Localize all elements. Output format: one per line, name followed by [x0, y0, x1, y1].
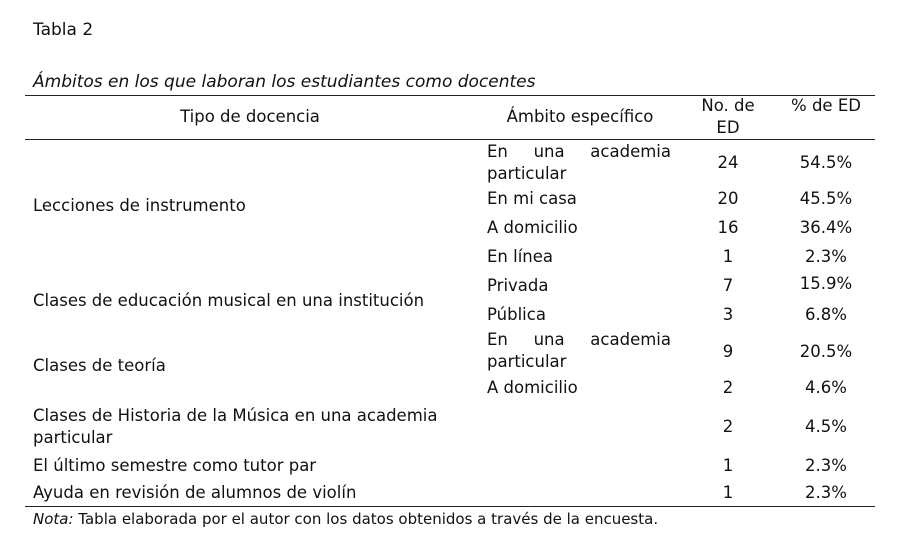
note-label: Nota: — [33, 510, 74, 528]
header-no-line1: No. de — [701, 96, 755, 115]
pct-cell: 2.3% — [805, 247, 847, 266]
pct-cell: 6.8% — [805, 305, 847, 324]
no-cell: 2 — [722, 378, 734, 397]
table-bottom-rule — [25, 506, 875, 507]
no-cell: 24 — [717, 153, 739, 172]
header-no-line2: ED — [716, 118, 740, 137]
ambito-cell: En mi casa — [487, 189, 577, 208]
no-cell: 2 — [722, 417, 734, 436]
header-pct: % de ED — [791, 96, 861, 115]
ambito-line-b: particular — [487, 352, 567, 371]
pct-cell: 4.5% — [805, 417, 847, 436]
ambito-cell: A domicilio — [487, 218, 578, 237]
ambito-word: academia — [590, 330, 671, 349]
group-label: Clases de Historia de la Música en una academia — [33, 406, 438, 425]
ambito-word: En — [487, 330, 508, 349]
ambito-cell: Pública — [487, 305, 546, 324]
group-label: Clases de educación musical en una institución — [33, 291, 425, 310]
no-cell: 20 — [717, 189, 739, 208]
header-rule — [25, 139, 875, 140]
pct-cell: 20.5% — [799, 342, 853, 361]
header-ambito: Ámbito específico — [506, 107, 654, 126]
pct-cell: 4.6% — [805, 378, 847, 397]
no-cell: 3 — [722, 305, 734, 324]
group-label: particular — [33, 428, 113, 447]
no-cell: 1 — [722, 247, 734, 266]
group-label: El último semestre como tutor par — [33, 456, 317, 475]
pct-cell: 45.5% — [799, 189, 853, 208]
group-label: Clases de teoría — [33, 356, 166, 375]
ambito-word: academia — [590, 142, 671, 161]
ambito-line-b: particular — [487, 164, 567, 183]
pct-cell: 54.5% — [799, 153, 853, 172]
ambito-line-a — [487, 141, 671, 163]
no-cell: 1 — [722, 456, 734, 475]
pct-cell: 15.9% — [799, 274, 853, 293]
header-tipo: Tipo de docencia — [180, 107, 320, 126]
pct-cell: 2.3% — [805, 483, 847, 502]
ambito-cell: En línea — [487, 247, 554, 266]
no-cell: 7 — [722, 276, 734, 295]
no-cell: 1 — [722, 483, 734, 502]
pct-cell: 36.4% — [799, 218, 853, 237]
ambito-cell — [487, 141, 671, 185]
ambito-word: una — [533, 330, 565, 349]
ambito-word: una — [533, 142, 565, 161]
table-note — [33, 510, 658, 528]
ambito-word: En — [487, 142, 508, 161]
pct-cell: 2.3% — [805, 456, 847, 475]
table-title: Ámbitos en los que laboran los estudiantes como docentes — [33, 72, 536, 92]
ambito-line-a — [487, 329, 671, 351]
header-no — [690, 95, 766, 139]
note-text: Tabla elaborada por el autor con los datos obtenidos a través de la encuesta. — [73, 510, 659, 528]
group-label: Ayuda en revisión de alumnos de violín — [33, 483, 357, 502]
ambito-cell: A domicilio — [487, 378, 578, 397]
ambito-cell — [487, 329, 671, 373]
table-number: Tabla 2 — [33, 20, 94, 40]
group-label: Lecciones de instrumento — [33, 196, 246, 215]
no-cell: 9 — [722, 342, 734, 361]
ambito-cell: Privada — [487, 276, 549, 295]
no-cell: 16 — [717, 218, 739, 237]
